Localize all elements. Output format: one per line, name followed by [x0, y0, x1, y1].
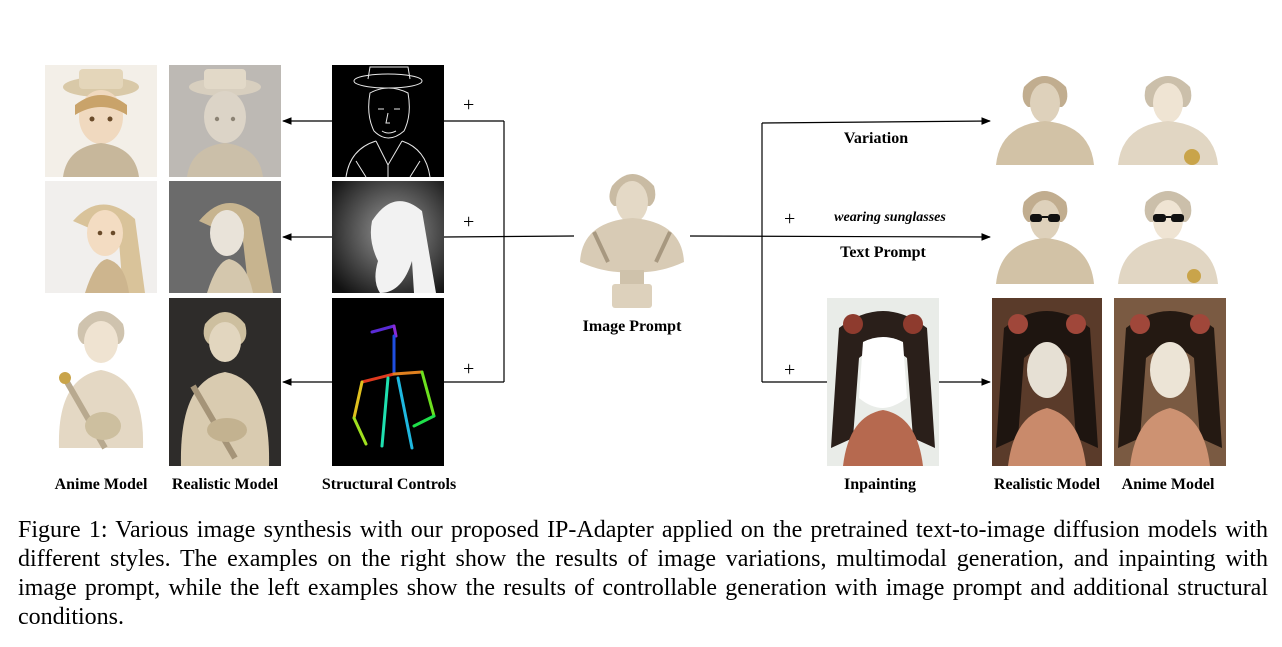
label-realistic-model-right: Realistic Model	[993, 476, 1101, 493]
figure-caption: Figure 1: Various image synthesis with our proposed IP-Adapter applied on the pretrained text-to-image diffusion models with different styles. The examples on the right show the results of image variations, multimodal generation, and inpainting with image prompt, while the left examples show the results of controllable generation with image prompt and additional structural conditions.	[18, 517, 1268, 630]
plus-sign-text-prompt: +	[784, 208, 796, 230]
label-variation: Variation	[843, 130, 909, 147]
label-anime-model-left: Anime Model	[54, 476, 148, 493]
plus-sign-canny: +	[463, 94, 475, 116]
plus-sign-depth: +	[463, 211, 475, 233]
label-structural-controls: Structural Controls	[321, 476, 457, 493]
plus-sign-inpainting: +	[784, 359, 796, 381]
label-inpainting: Inpainting	[843, 476, 917, 493]
label-anime-model-right: Anime Model	[1121, 476, 1215, 493]
label-text-prompt: Text Prompt	[840, 244, 926, 261]
label-wearing-sunglasses: wearing sunglasses	[834, 210, 946, 225]
label-realistic-model-left: Realistic Model	[171, 476, 279, 493]
plus-sign-pose: +	[463, 358, 475, 380]
label-image-prompt: Image Prompt	[582, 318, 682, 335]
